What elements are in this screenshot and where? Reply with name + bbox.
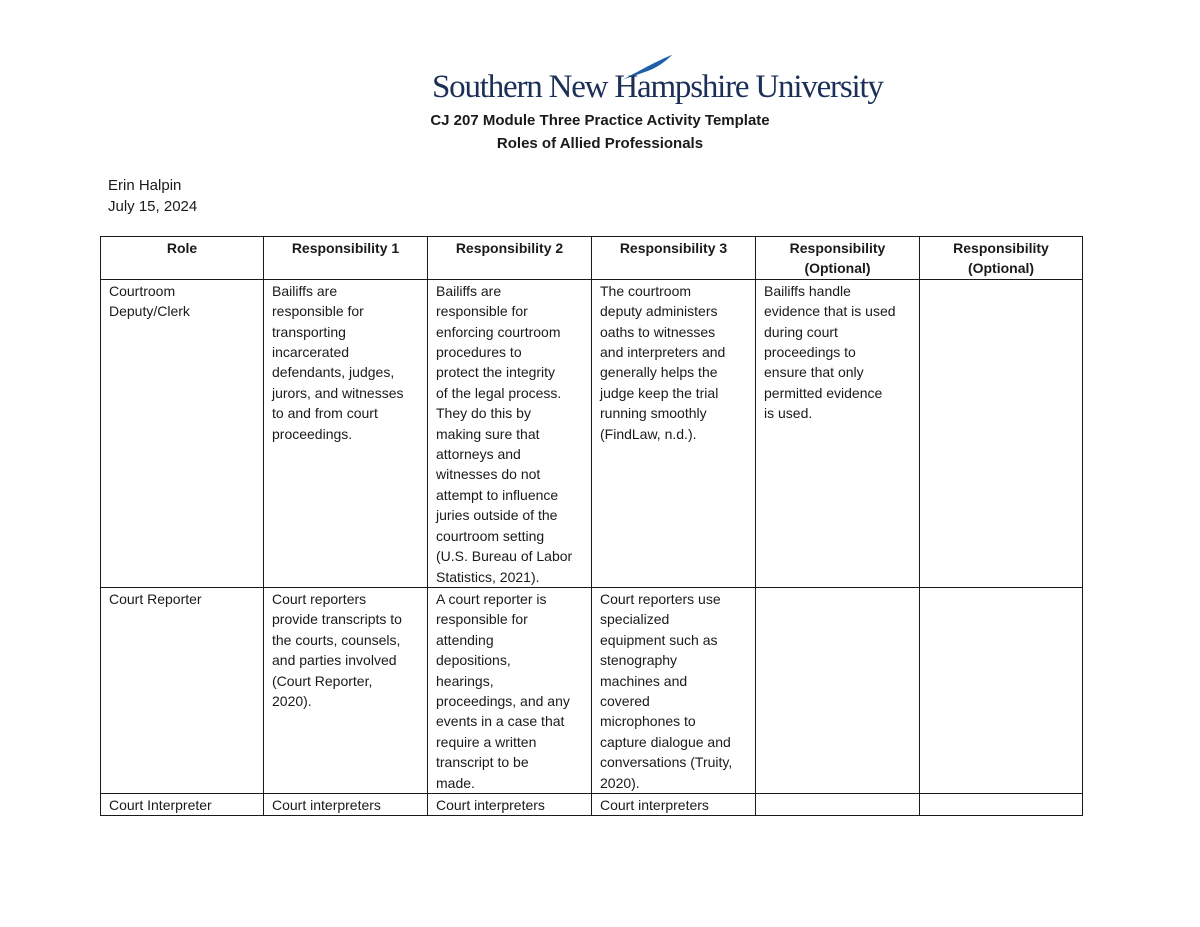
table-cell: Bailiffs are responsible for enforcing courtroom procedures to protect the integrity of the legal process. They do this by making sure that attorneys and witnesses do not attempt to influence juries outside of the courtroom setting (U.S. Bureau of Labor Statistics, 2021). bbox=[428, 279, 592, 587]
table-cell: Court reporters use specialized equipment such as stenography machines and covered microphones to capture dialogue and conversations (Truity, 2020). bbox=[592, 587, 756, 793]
table-row bbox=[101, 793, 1083, 815]
table-cell: Court interpreters bbox=[264, 793, 428, 815]
role-cell: Court Reporter bbox=[101, 587, 264, 793]
author-name: Erin Halpin bbox=[108, 177, 182, 194]
table-row bbox=[101, 279, 1083, 587]
header-responsibility-3: Responsibility 3 bbox=[592, 237, 756, 280]
table-cell bbox=[920, 793, 1083, 815]
header-responsibility-optional-1: Responsibility (Optional) bbox=[756, 237, 920, 280]
document-title: CJ 207 Module Three Practice Activity Template bbox=[430, 112, 770, 129]
table-row bbox=[101, 587, 1083, 793]
table-cell: Court reporters provide transcripts to the courts, counsels, and parties involved (Court Reporter, 2020). bbox=[264, 587, 428, 793]
table-cell: A court reporter is responsible for attending depositions, hearings, proceedings, and any events in a case that require a written transcript to be made. bbox=[428, 587, 592, 793]
document-subtitle: Roles of Allied Professionals bbox=[496, 135, 704, 152]
table-header-row bbox=[101, 237, 1083, 280]
table-cell bbox=[756, 793, 920, 815]
document-date: July 15, 2024 bbox=[108, 198, 198, 215]
header-responsibility-2: Responsibility 2 bbox=[428, 237, 592, 280]
table-cell: Court interpreters bbox=[428, 793, 592, 815]
role-cell: Courtroom Deputy/Clerk bbox=[101, 279, 264, 587]
header-role: Role bbox=[101, 237, 264, 280]
table-cell bbox=[920, 587, 1083, 793]
table-cell: Court interpreters bbox=[592, 793, 756, 815]
role-cell: Court Interpreter bbox=[101, 793, 264, 815]
table-cell: The courtroom deputy administers oaths to witnesses and interpreters and generally helps the judge keep the trial running smoothly (FindLaw, n.d.). bbox=[592, 279, 756, 587]
table-cell: Bailiffs are responsible for transporting incarcerated defendants, judges, jurors, and witnesses to and from court proceedings. bbox=[264, 279, 428, 587]
table-cell bbox=[756, 587, 920, 793]
table-cell bbox=[920, 279, 1083, 587]
university-logo bbox=[432, 52, 883, 105]
header-responsibility-1: Responsibility 1 bbox=[264, 237, 428, 280]
header-responsibility-optional-2: Responsibility (Optional) bbox=[920, 237, 1083, 280]
table-cell: Bailiffs handle evidence that is used during court proceedings to ensure that only permitted evidence is used. bbox=[756, 279, 920, 587]
roles-table bbox=[100, 236, 1083, 816]
logo-wordmark: Southern New Hampshire University bbox=[432, 69, 883, 105]
